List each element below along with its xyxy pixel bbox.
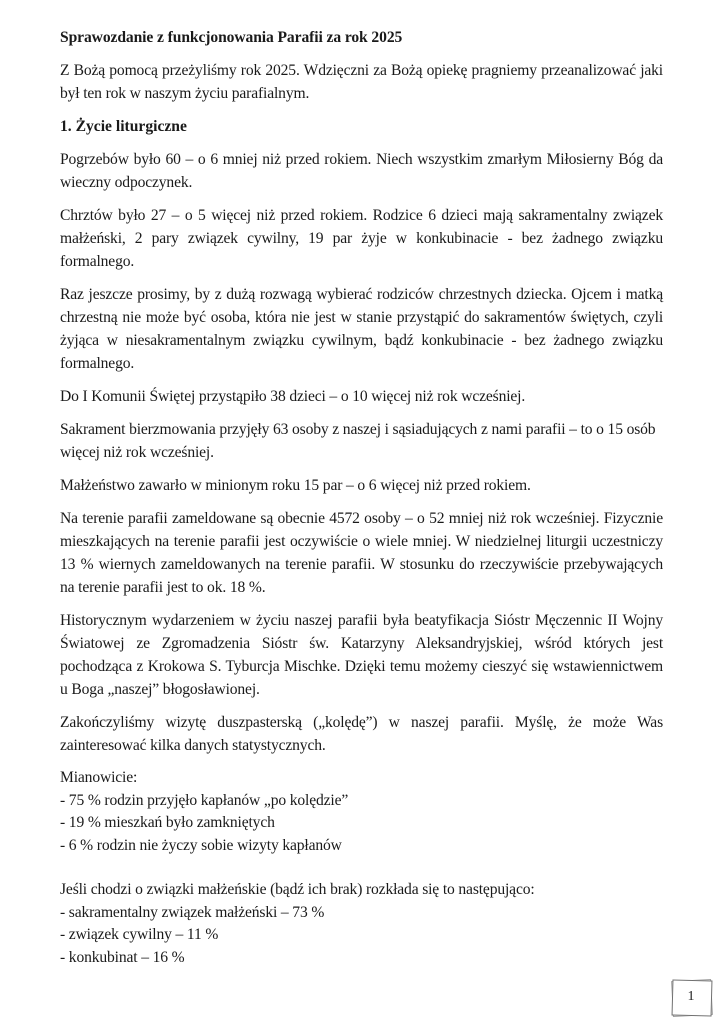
visit-stats-block: [60, 767, 663, 857]
list-item: - sakramentalny związek małżeński – 73 %: [60, 903, 325, 921]
marriage-stats-list: [60, 902, 663, 970]
list-item: - 75 % rodzin przyjęło kapłanów „po kolędzie”: [60, 791, 349, 809]
visit-stats-label: Mianowicie:: [60, 769, 138, 786]
paragraph-godparents: Raz jeszcze prosimy, by z dużą rozwagą wybierać rodziców chrzestnych dziecka. Ojcem i matką chrzestną nie może być osoba, która nie jest w stanie przystąpić do sakramentów świętych, czyli żyjąca w niesakramentalnym związku cywilnym, bądź konkubinacie - bez żadnego związku formalnego.: [60, 286, 663, 372]
paragraph-funerals: Pogrzebów było 60 – o 6 mniej niż przed rokiem. Niech wszystkim zmarłym Miłosierny Bóg da wieczny odpoczynek.: [60, 151, 663, 191]
list-item: - 6 % rodzin nie życzy sobie wizyty kapłanów: [60, 836, 342, 854]
list-item: - związek cywilny – 11 %: [60, 926, 219, 943]
intro-paragraph: Z Bożą pomocą przeżyliśmy rok 2025. Wdzięczni za Bożą opiekę pragniemy przeanalizować jaki był ten rok w naszym życiu parafialnym.: [60, 62, 663, 102]
page-number-box: [671, 978, 711, 1016]
page-number: 1: [687, 989, 695, 1004]
document-page: [60, 26, 663, 991]
paragraph-first-communion: Do I Komunii Świętej przystąpiło 38 dzieci – o 10 więcej niż rok wcześniej.: [60, 388, 526, 405]
marriage-stats-label: Jeśli chodzi o związki małżeńskie (bądź ich brak) rozkłada się to następująco:: [60, 881, 535, 898]
paragraph-confirmation: Sakrament bierzmowania przyjęły 63 osoby z naszej i sąsiadujących z nami parafii – to o 15 osób więcej niż rok wcześniej.: [60, 421, 656, 461]
list-item: - 19 % mieszkań było zamkniętych: [60, 814, 275, 831]
paragraph-marriages: Małżeństwo zawarło w minionym roku 15 par – o 6 więcej niż przed rokiem.: [60, 477, 531, 494]
list-item: - konkubinat – 16 %: [60, 948, 185, 966]
paragraph-baptisms: Chrztów było 27 – o 5 więcej niż przed rokiem. Rodzice 6 dzieci mają sakramentalny związek małżeński, 2 pary związek cywilny, 19 par żyje w konkubinacie - bez żadnego związku formalnego.: [60, 207, 663, 270]
paragraph-parish-population: Na terenie parafii zameldowane są obecnie 4572 osoby – o 52 mniej niż rok wcześniej. Fizycznie mieszkających na terenie parafii jest oczywiście o wiele mniej. W niedzielnej liturgii uczestniczy 13 % wiernych zameldowanych na terenie parafii. W stosunku do rzeczywiście przebywających na terenie parafii jest to ok. 18 %.: [60, 510, 663, 596]
section-heading-liturgical-life: 1. Życie liturgiczne: [60, 118, 187, 135]
visit-stats-list: [60, 790, 663, 858]
marriage-stats-block: [60, 879, 663, 969]
paragraph-beatification: Historycznym wydarzeniem w życiu naszej parafii była beatyfikacja Sióstr Męczennic II Wojny Światowej ze Zgromadzenia Sióstr św. Katarzyny Aleksandryjskiej, wśród których jest pochodząca z Krokowa S. Tyburcja Mischke. Dzięki temu możemy cieszyć się wstawiennictwem u Boga „naszej” błogosławionej.: [60, 612, 663, 698]
paragraph-pastoral-visit: Zakończyliśmy wizytę duszpasterską („kolędę”) w naszej parafii. Myślę, że może Was zainteresować kilka danych statystycznych.: [60, 714, 663, 754]
document-title: Sprawozdanie z funkcjonowania Parafii za rok 2025: [60, 29, 403, 46]
